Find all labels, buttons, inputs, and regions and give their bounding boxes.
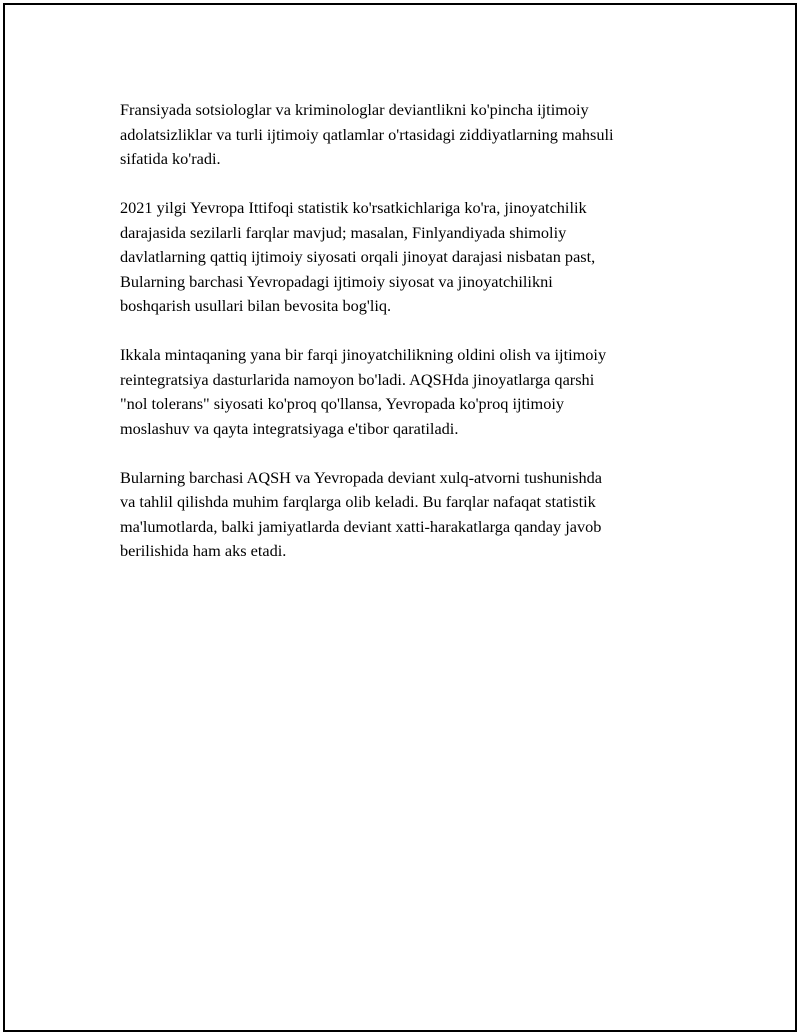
- paragraph-line: 2021 yilgi Yevropa Ittifoqi statistik ko'rsatkichlariga ko'ra, jinoyatchilik: [120, 198, 587, 217]
- paragraph-2: [120, 196, 685, 319]
- paragraph-line: reintegratsiya dasturlarida namoyon bo'ladi. AQSHda jinoyatlarga qarshi: [120, 369, 595, 389]
- paragraph-line: va tahlil qilishda muhim farqlarga olib keladi. Bu farqlar nafaqat statistik: [120, 492, 596, 511]
- paragraph-line: Bularning barchasi AQSH va Yevropada deviant xulq-atvorni tushunishda: [120, 467, 603, 487]
- document-body: [120, 98, 685, 588]
- paragraph-line: Ikkala mintaqaning yana bir farqi jinoyatchilikning oldini olish va ijtimoiy: [120, 345, 607, 364]
- paragraph-line: sifatida ko'radi.: [120, 149, 221, 168]
- paragraph-line: Fransiyada sotsiologlar va kriminologlar deviantlikni ko'pincha ijtimoiy: [120, 100, 589, 119]
- paragraph-line: ma'lumotlarda, balki jamiyatlarda deviant xatti-harakatlarga qanday javob: [120, 516, 602, 536]
- paragraph-line: "nol tolerans" siyosati ko'proq qo'llansa, Yevropada ko'proq ijtimoiy: [120, 394, 565, 413]
- paragraph-3: [120, 343, 685, 441]
- paragraph-line: adolatsizliklar va turli ijtimoiy qatlamlar o'rtasidagi ziddiyatlarning mahsuli: [120, 124, 614, 144]
- paragraph-4: [120, 466, 685, 564]
- paragraph-line: boshqarish usullari bilan bevosita bog'liq.: [120, 296, 392, 315]
- paragraph-line: Bularning barchasi Yevropadagi ijtimoiy siyosat va jinoyatchilikni: [120, 271, 553, 291]
- paragraph-line: darajasida sezilarli farqlar mavjud; masalan, Finlyandiyada shimoliy: [120, 222, 567, 242]
- paragraph-1: [120, 98, 685, 172]
- paragraph-line: davlatlarning qattiq ijtimoiy siyosati orqali jinoyat darajasi nisbatan past,: [120, 247, 596, 266]
- paragraph-line: berilishida ham aks etadi.: [120, 541, 287, 560]
- paragraph-line: moslashuv va qayta integratsiyaga e'tibor qaratiladi.: [120, 418, 459, 438]
- page-frame: [3, 3, 797, 1032]
